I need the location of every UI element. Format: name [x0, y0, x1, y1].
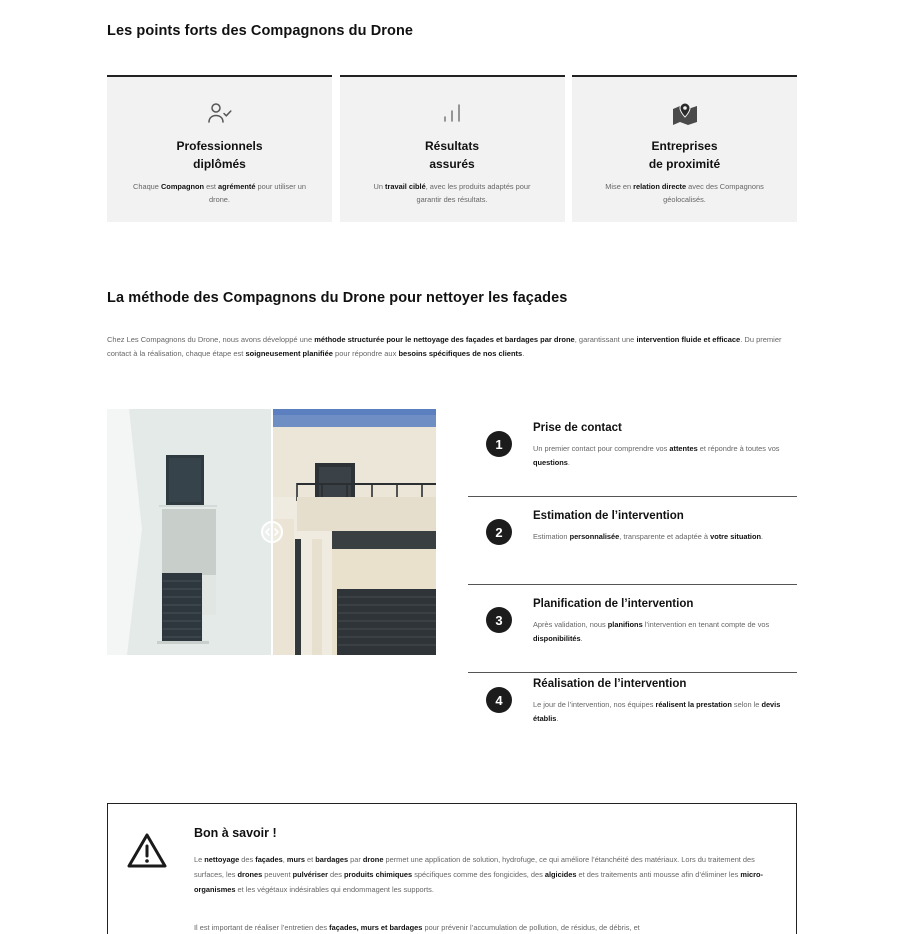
- emphasis-text: devis établis: [533, 700, 781, 723]
- step-item: [468, 585, 797, 673]
- emphasis-text: produits chimiques: [343, 870, 413, 879]
- text-run: Il est important de réaliser l’entretien des: [194, 923, 330, 932]
- emphasis-text: micro-organismes: [194, 870, 763, 894]
- emphasis-text: agrémenté: [218, 182, 256, 191]
- text-run: , transparente et adaptée à: [619, 532, 711, 541]
- step-description: [533, 618, 783, 646]
- card-description: [107, 180, 332, 206]
- card-title-line2: assurés: [429, 157, 475, 171]
- emphasis-text: Compagnon: [160, 182, 205, 191]
- text-run: .: [761, 532, 764, 541]
- emphasis-text: bardages: [315, 855, 349, 864]
- text-run: , avec les produits adaptés pour garantir des résultats.: [416, 182, 531, 204]
- step-title: Réalisation de l’intervention: [533, 678, 687, 690]
- text-run: spécifiques comme des fongicides, des: [412, 870, 545, 879]
- text-run: l’intervention en tenant compte de vos: [642, 620, 770, 629]
- step-description: [533, 442, 783, 470]
- card-description: [340, 180, 565, 206]
- step-item: [468, 673, 797, 761]
- text-run: .: [580, 634, 583, 643]
- text-run: et: [304, 855, 316, 864]
- emphasis-text: travail ciblé: [385, 182, 426, 191]
- slider-handle-icon[interactable]: [260, 520, 284, 544]
- emphasis-text: votre situation: [710, 532, 761, 541]
- highlight-card: [340, 75, 565, 222]
- text-run: Mise en: [605, 182, 634, 191]
- text-run: . Du premier contact à la réalisation, chaque étape est: [107, 335, 782, 358]
- emphasis-text: disponibilités: [533, 634, 581, 643]
- before-after-slider[interactable]: [107, 409, 436, 655]
- text-run: .: [556, 714, 559, 723]
- emphasis-text: attentes: [669, 444, 698, 453]
- highlight-card: [107, 75, 332, 222]
- step-number: 3: [486, 607, 512, 633]
- highlights-title: Les points forts des Compagnons du Drone: [107, 23, 414, 39]
- emphasis-text: façades, murs et bardages: [329, 923, 423, 932]
- warning-icon: [126, 832, 168, 870]
- emphasis-text: drones: [237, 870, 263, 879]
- step-title: Prise de contact: [533, 422, 622, 434]
- bar-chart-icon: [441, 101, 463, 125]
- emphasis-text: soigneusement planifiée: [245, 349, 333, 358]
- text-run: pour utiliser un drone.: [209, 182, 306, 204]
- text-run: Chez Les Compagnons du Drone, nous avons développé une: [107, 335, 315, 344]
- card-title-line2: de proximité: [648, 157, 721, 171]
- step-item: [468, 409, 797, 497]
- step-number: 4: [486, 687, 512, 713]
- user-check-icon: [207, 101, 233, 125]
- emphasis-text: réalisent la prestation: [655, 700, 732, 709]
- text-run: pour répondre aux: [332, 349, 399, 358]
- text-run: Estimation: [533, 532, 570, 541]
- info-box: [107, 803, 797, 934]
- text-run: peuvent: [262, 870, 293, 879]
- step-description: [533, 530, 783, 544]
- text-run: permet une application de solution, hydrofuge, ce qui améliore l’étanchéité des matériaux. Lors du traitement des surfaces, les: [194, 855, 755, 879]
- card-description: [572, 180, 797, 206]
- text-run: par: [348, 855, 363, 864]
- emphasis-text: méthode structurée pour le nettoyage des façades et bardages par drone: [314, 335, 575, 344]
- text-run: et répondre à toutes vos: [697, 444, 780, 453]
- text-run: Le: [194, 855, 205, 864]
- step-item: [468, 497, 797, 585]
- card-title-line2: diplômés: [193, 157, 246, 171]
- emphasis-text: murs: [286, 855, 305, 864]
- method-intro: [107, 333, 797, 361]
- text-run: Chaque: [133, 182, 161, 191]
- card-title-line1: Entreprises: [651, 139, 718, 153]
- step-number: 2: [486, 519, 512, 545]
- text-run: .: [522, 349, 525, 358]
- text-run: des: [239, 855, 256, 864]
- emphasis-text: planifions: [607, 620, 643, 629]
- info-paragraph: [194, 852, 784, 897]
- info-paragraph: [194, 920, 784, 934]
- text-run: et les végétaux indésirables qui endommagent les supports.: [235, 885, 434, 894]
- method-steps: [468, 409, 797, 761]
- emphasis-text: façades: [255, 855, 283, 864]
- text-run: Après validation, nous: [533, 620, 608, 629]
- text-run: ,: [282, 855, 287, 864]
- text-run: est: [204, 182, 219, 191]
- text-run: Le jour de l’intervention, nos équipes: [533, 700, 656, 709]
- map-pin-icon: [670, 101, 700, 125]
- emphasis-text: besoins spécifiques de nos clients: [398, 349, 523, 358]
- text-run: .: [567, 458, 570, 467]
- card-title-line1: Professionnels: [176, 139, 263, 153]
- highlights-cards: [107, 75, 797, 222]
- highlight-card: [572, 75, 797, 222]
- emphasis-text: algicides: [544, 870, 577, 879]
- text-run: des: [327, 870, 344, 879]
- text-run: Un: [373, 182, 386, 191]
- card-title-line1: Résultats: [424, 139, 480, 153]
- emphasis-text: pulvériser: [292, 870, 328, 879]
- emphasis-text: personnalisée: [569, 532, 620, 541]
- step-title: Planification de l’intervention: [533, 598, 694, 610]
- step-title: Estimation de l’intervention: [533, 510, 684, 522]
- step-description: [533, 698, 783, 726]
- text-run: selon le: [731, 700, 762, 709]
- emphasis-text: intervention fluide et efficace: [636, 335, 741, 344]
- info-title: Bon à savoir !: [194, 826, 277, 840]
- emphasis-text: nettoyage: [204, 855, 240, 864]
- method-title: La méthode des Compagnons du Drone pour nettoyer les façades: [107, 290, 568, 306]
- emphasis-text: questions: [533, 458, 568, 467]
- emphasis-text: relation directe: [633, 182, 687, 191]
- text-run: pour prévenir l’accumulation de pollution, de résidus, de débris, et: [422, 923, 640, 932]
- emphasis-text: drone: [362, 855, 384, 864]
- text-run: Un premier contact pour comprendre vos: [533, 444, 670, 453]
- step-number: 1: [486, 431, 512, 457]
- text-run: avec des Compagnons géolocalisés.: [663, 182, 764, 204]
- text-run: , garantissant une: [574, 335, 637, 344]
- text-run: et des traitements anti mousse afin d’éliminer les: [576, 870, 741, 879]
